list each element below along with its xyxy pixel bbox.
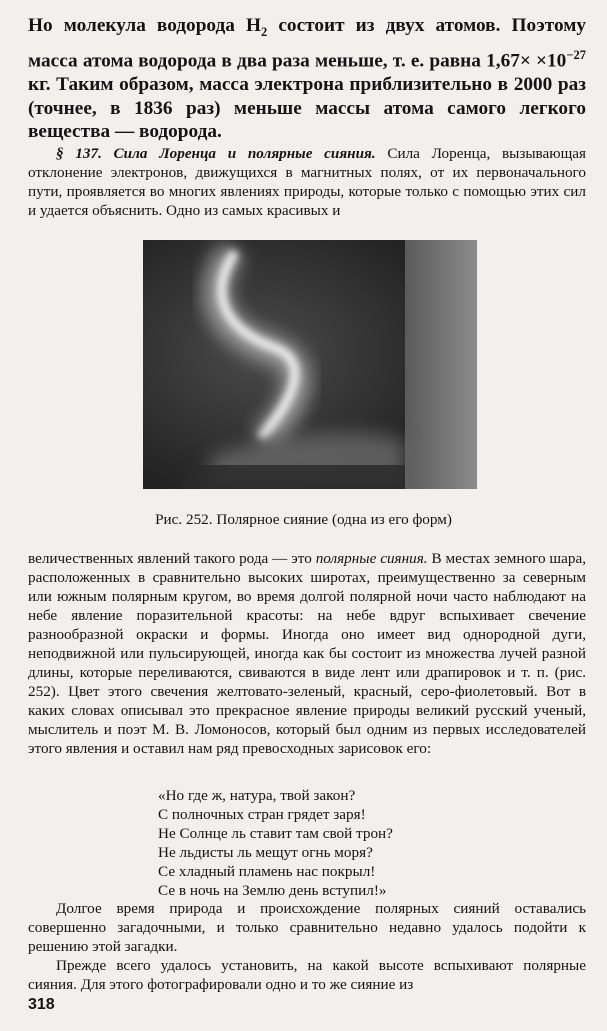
text-run: кг. Таким образом, масса электрона приблизительно в 2000 раз (точнее, в 1836 раз) меньше массы атома самого легкого вещества — водорода.: [28, 74, 586, 143]
aurora-photo: [143, 240, 477, 489]
superscript: −27: [566, 48, 586, 63]
emphasis: полярные сияния.: [315, 550, 428, 567]
poem-line: «Но где ж, натура, твой закон?: [158, 787, 356, 804]
text-run: состоит из двух атомов. Поэтому масса атома водорода в два раза меньше, т. е. равна 1,67×: [28, 15, 586, 72]
text-run: величественных явлений такого рода — это: [28, 550, 316, 567]
text-run: ×10: [536, 50, 567, 72]
closing-paragraph-2: Прежде всего удалось установить, на какой высоте вспыхивают полярные сияния. Для этого фотографировали одно и то же сияние из: [28, 957, 586, 993]
page-number: 318: [28, 996, 55, 1013]
section-paragraph: [28, 144, 586, 220]
middle-paragraph: [28, 549, 586, 758]
poem: [158, 786, 393, 900]
poem-line: Не льдисты ль мещут огнь моря?: [158, 844, 373, 861]
poem-line: Се хладный пламень нас покрыл!: [158, 863, 376, 880]
poem-line: Не Солнце ль ставит там свой трон?: [158, 825, 393, 842]
poem-line: С полночных стран грядет заря!: [158, 806, 366, 823]
closing-paragraph-1: Долгое время природа и происхождение полярных сияний оставались совершенно загадочными, и только сравнительно недавно удалось подойти к решению этой загадки.: [28, 900, 586, 955]
poem-line: Се в ночь на Землю день вступил!»: [158, 882, 387, 899]
top-paragraph: [28, 14, 586, 144]
section-heading: § 137. Сила Лоренца и полярные сияния.: [56, 145, 376, 162]
subscript: 2: [261, 24, 268, 39]
figure-caption: Рис. 252. Полярное сияние (одна из его форм): [155, 511, 452, 528]
text-run: Но молекула водорода H: [28, 15, 261, 36]
text-run: В местах земного шара, расположенных в сравнительно высоких широтах, преимущественно за северным или южным полярным кругом, во время долгой полярной ночи часто наблюдают на небе явление поразительной красоты: на небе вдруг вспыхивает свечение разнообразной окраски и формы. Иногда оно имеет вид однородной дуги, неподвижной или пульсирующей, иногда как бы состоит из множества лучей разной длины, которые переливаются, свиваются в виде лент или драпировок и т. п. (рис. 252). Цвет этого свечения желтовато-зеленый, красный, серо-фиолетовый. Вот в каких словах описывал это прекрасное явление природы великий русский ученый, мыслитель и поэт М. В. Ломоносов, который был одним из первых исследователей этого явления и оставил нам ряд превосходных зарисовок его:: [28, 550, 586, 757]
section-text: Сила Лоренца, вызывающая отклонение электронов, движущихся в магнитных полях, от их первоначального пути, проявляется во многих явлениях природы, которые только с помощью этих сил и удается объяснить. Одно из самых красивых и: [28, 145, 587, 219]
